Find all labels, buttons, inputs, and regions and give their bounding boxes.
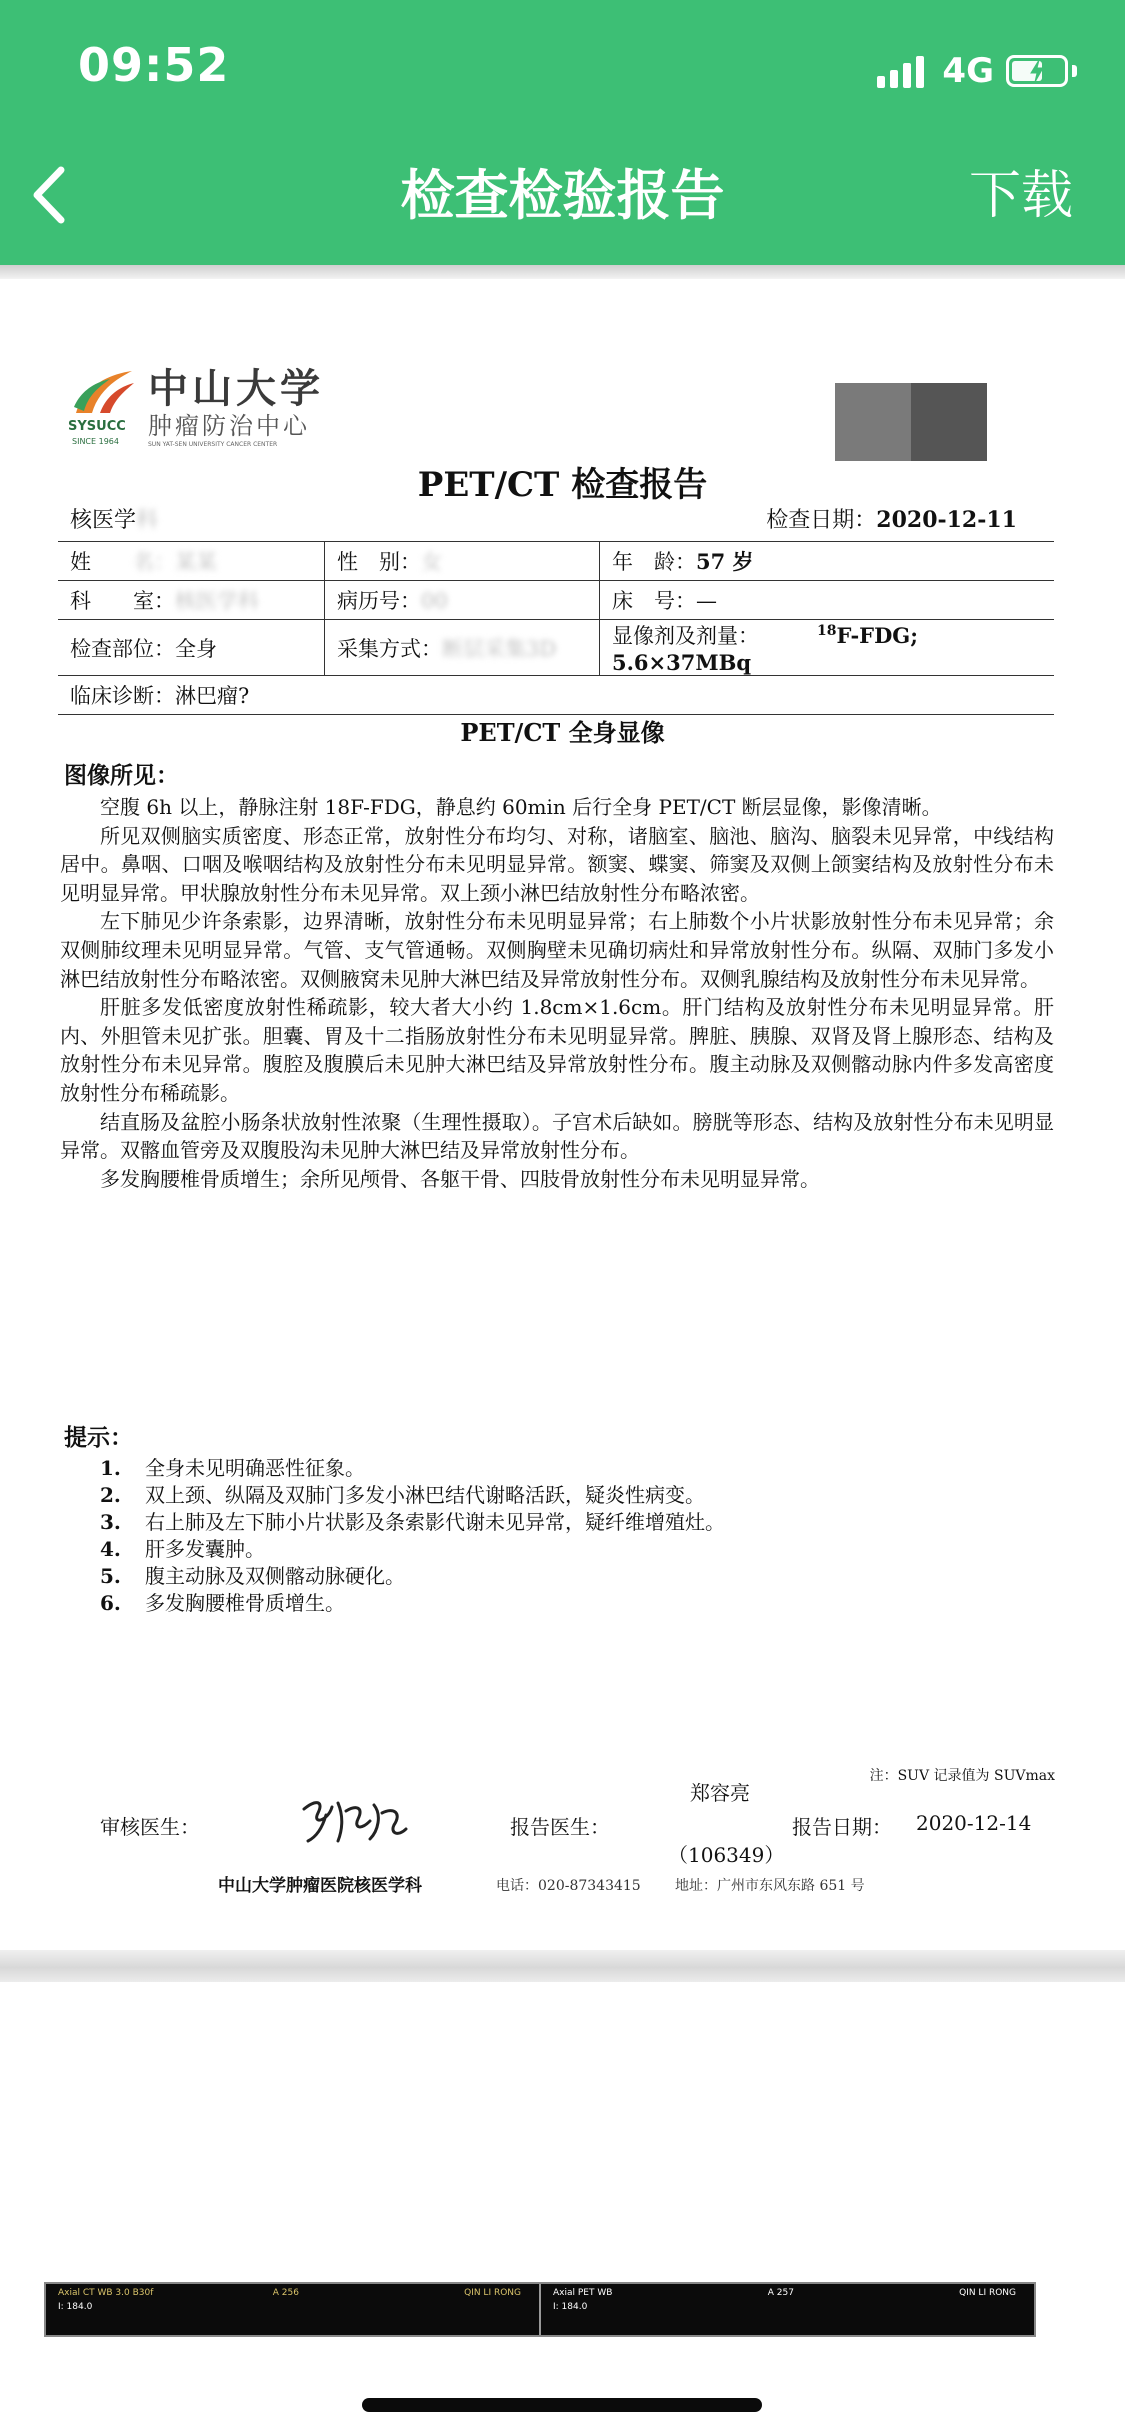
patient-record: 病历号：00 <box>325 581 600 620</box>
tip-item: 6. 多发胸腰椎骨质增生。 <box>100 1591 345 1615</box>
page-title: 检查检验报告 <box>400 164 725 227</box>
app-header <box>0 0 1125 265</box>
hospital-dept: 中山大学肿瘤医院核医学科 <box>218 1876 422 1896</box>
logo-emblem: SYSUCC SINCE 1964 <box>70 367 138 453</box>
scan-title: Axial PET WB <box>553 2288 613 2298</box>
report-title: PET/CT 检查报告 <box>417 465 708 505</box>
scan-images[interactable] <box>44 2282 1036 2337</box>
tip-item: 5. 腹主动脉及双侧髂动脉硬化。 <box>100 1564 405 1588</box>
document-top-edge <box>0 265 1125 279</box>
findings-paragraph: 肝脏多发低密度放射性稀疏影，较大者大小约 1.8cm×1.6cm。肝门结构及放射性分布未见明显异常。肝内、外胆管未见扩张。胆囊、胃及十二指肠放射性分布未见明显异常。脾脏、胰腺、双肾及肾上腺形态、结构及放射性分布未见异常。腹腔及腹膜后未见肿大淋巴结及异常放射性分布。腹主动脉及双侧髂动脉内件多发高密度放射性分布稀疏影。 <box>60 995 1054 1105</box>
scan-patient: QIN LI RONG <box>959 2288 1016 2298</box>
ct-scan-panel[interactable] <box>46 2284 539 2335</box>
battery-icon <box>1006 55 1068 87</box>
suv-note: 注：SUV 记录值为 SUVmax <box>869 1768 1055 1784</box>
address: 地址：广州市东风东路 651 号 <box>675 1878 865 1894</box>
reviewer-label: 审核医生： <box>100 1815 200 1839</box>
reporter-id: （106349） <box>668 1843 785 1867</box>
network-type: 4G <box>942 51 994 91</box>
status-icons <box>877 50 1077 92</box>
tips-label: 提示： <box>64 1425 133 1451</box>
battery-cap <box>1072 65 1077 77</box>
section-title: PET/CT 全身显像 <box>460 718 665 747</box>
department-label: 核医学科 <box>70 508 159 533</box>
hospital-logo <box>70 367 324 453</box>
home-indicator[interactable] <box>362 2398 762 2412</box>
redacted-barcode <box>835 383 987 461</box>
scan-mid: A 256 <box>272 2288 299 2298</box>
patient-name: 姓 名：某某 <box>58 542 325 581</box>
clinical-diagnosis: 临床诊断：淋巴瘤? <box>58 676 1054 715</box>
report-date: 2020-12-14 <box>916 1811 1032 1835</box>
patient-dept: 科 室：核医学科 <box>58 581 325 620</box>
report-document <box>0 279 1125 1949</box>
patient-age: 年 龄：57 岁 <box>600 542 1055 581</box>
findings-paragraph: 空腹 6h 以上，静脉注射 18F-FDG，静息约 60min 后行全身 PET/CT 断层显像，影像清晰。 <box>100 795 942 819</box>
scan-title: Axial CT WB 3.0 B30f <box>58 2288 154 2298</box>
exam-site: 检查部位：全身 <box>58 620 325 676</box>
tip-item: 2. 双上颈、纵隔及双肺门多发小淋巴结代谢略活跃，疑炎性病变。 <box>100 1483 705 1507</box>
findings-paragraph: 结直肠及盆腔小肠条状放射性浓聚（生理性摄取）。子宫术后缺如。膀胱等形态、结构及放射性分布未见明显异常。双髂血管旁及双腹股沟未见肿大淋巴结及异常放射性分布。 <box>60 1109 1054 1163</box>
patient-gender: 性 别：女 <box>325 542 600 581</box>
findings-paragraph: 所见双侧脑实质密度、形态正常，放射性分布均匀、对称，诸脑室、脑池、脑沟、脑裂未见异常，中线结构居中。鼻咽、口咽及喉咽结构及放射性分布未见明显异常。额窦、蝶窦、筛窦及双侧上颌窦结构及放射性分布未见明显异常。甲状腺放射性分布未见异常。双上颈小淋巴结放射性分布略浓密。 <box>60 823 1054 905</box>
report-date-label: 报告日期： <box>792 1815 892 1839</box>
reporter-name: 郑容亮 <box>690 1781 750 1805</box>
logo-english: SUN YAT-SEN UNIVERSITY CANCER CENTER <box>148 441 278 448</box>
document-bottom-edge <box>0 1950 1125 1982</box>
tracer-dose: 显像剂及剂量： $^{18}$F-FDG;5.6×37MBq <box>600 620 1055 676</box>
patient-info-table <box>58 541 1054 715</box>
tip-item: 3. 右上肺及左下肺小片状影及条索影代谢未见异常，疑纤维增殖灶。 <box>100 1510 725 1534</box>
tip-item: 4. 肝多发囊肿。 <box>100 1537 265 1561</box>
tips-list <box>100 1455 725 1617</box>
scan-patient: QIN LI RONG <box>464 2288 521 2298</box>
scan-mid: A 257 <box>767 2288 794 2298</box>
patient-bed: 床 号：— <box>600 581 1055 620</box>
findings-text <box>60 793 1054 1193</box>
phone: 电话：020-87343415 <box>496 1878 641 1894</box>
reporter-label: 报告医生： <box>510 1815 610 1839</box>
signal-icon <box>877 54 924 88</box>
findings-paragraph: 多发胸腰椎骨质增生；余所见颅骨、各躯干骨、四肢骨放射性分布未见明显异常。 <box>100 1166 820 1191</box>
collect-mode: 采集方式：断层采集3D <box>325 620 600 676</box>
logo-subname: 肿瘤防治中心 <box>148 412 310 440</box>
scan-sub: I: 184.0 <box>58 2302 93 2312</box>
findings-label: 图像所见： <box>64 763 179 789</box>
findings-paragraph: 左下肺见少许条索影，边界清晰，放射性分布未见明显异常；右上肺数个小片状影放射性分布未见异常；余双侧肺纹理未见明显异常。气管、支气管通畅。双侧胸壁未见确切病灶和异常放射性分布。纵隔、双肺门多发小淋巴结放射性分布略浓密。双侧腋窝未见肿大淋巴结及异常放射性分布。双侧乳腺结构及放射性分布未见异常。 <box>60 909 1054 991</box>
tip-item: 1. 全身未见明确恶性征象。 <box>100 1456 365 1480</box>
exam-date: 检查日期：2020-12-11 <box>766 507 1017 533</box>
scan-sub: I: 184.0 <box>553 2302 588 2312</box>
status-time: 09:52 <box>78 38 230 92</box>
reviewer-signature <box>298 1791 410 1847</box>
pet-scan-panel[interactable] <box>539 2284 1034 2335</box>
download-button[interactable]: 下载 <box>968 166 1073 226</box>
logo-name: 中山大学 <box>148 365 324 412</box>
